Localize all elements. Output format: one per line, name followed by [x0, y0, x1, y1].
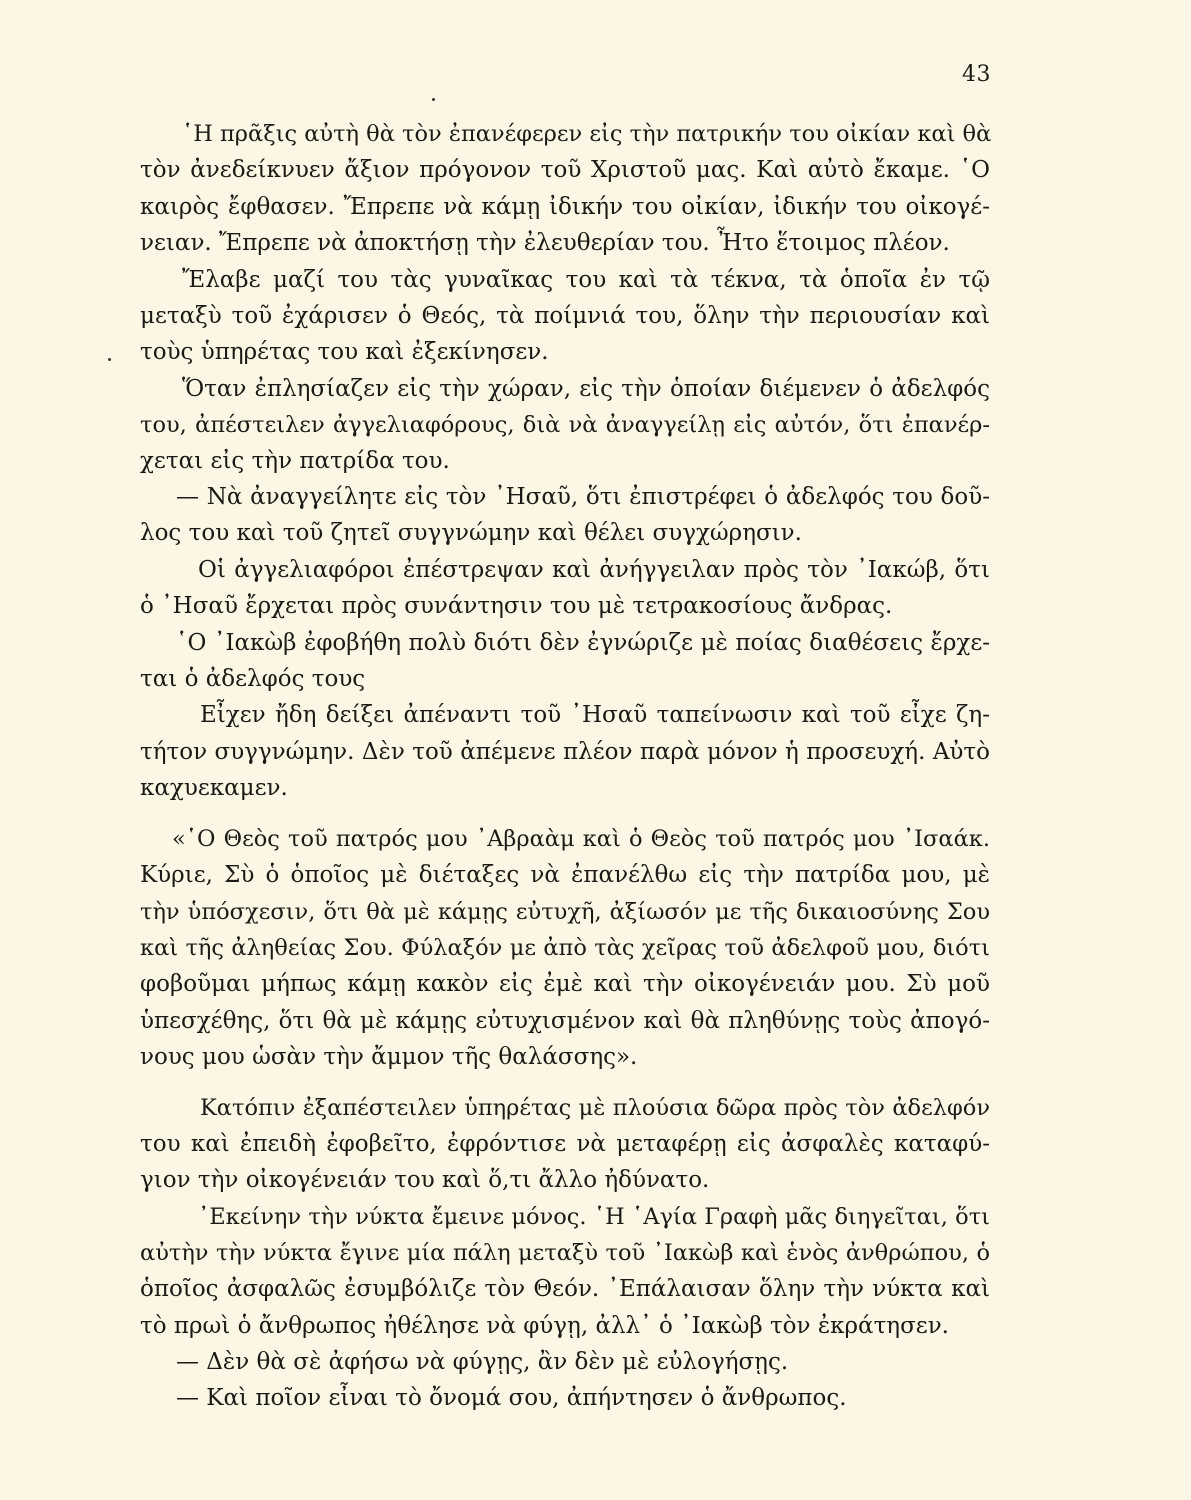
text-line: φοβοῦμαι μήπως κάμῃ κακὸν εἰς ἐμὲ καὶ τὴν οἰκογένειάν μου. Σὺ μοῦ	[140, 971, 990, 997]
text-line: καχυεκαμεν.	[140, 775, 288, 801]
text-line: τὸν ἀνεδείκνυεν ἄξιον πρόγονον τοῦ Χριστοῦ μας. Καὶ αὐτὸ ἔκαμε. ῾Ο	[140, 157, 990, 183]
text-line: Ὅταν ἐπλησίαζεν εἰς τὴν χώραν, εἰς τὴν ὁποίαν διέμενεν ὁ ἀδελφός	[182, 376, 990, 402]
text-line: αὐτὴν τὴν νύκτα ἔγινε μία πάλη μεταξὺ τοῦ ᾿Ιακὼβ καὶ ἑνὸς ἀνθρώπου, ὁ	[140, 1240, 990, 1266]
text-line: τὴν ὑπόσχεσιν, ὅτι θὰ μὲ κάμῃς εὐτυχῆ, ἀξίωσόν με τῆς δικαιοσύνης Σου	[140, 899, 990, 925]
text-line: του καὶ ἐπειδὴ ἐφοβεῖτο, ἐφρόντισε νὰ μεταφέρῃ εἰς ἀσφαλὲς καταφύ-	[140, 1131, 990, 1157]
page-number: 43	[962, 62, 991, 87]
text-line: γιον τὴν οἰκογένειάν του καὶ ὅ,τι ἄλλο ἠδύνατο.	[140, 1167, 710, 1193]
text-line: καιρὸς ἔφθασεν. Ἔπρεπε νὰ κάμῃ ἰδικήν του οἰκίαν, ἰδικήν του οἰκογέ-	[140, 194, 990, 220]
text-line: Κατόπιν ἐξαπέστειλεν ὑπηρέτας μὲ πλούσια δῶρα πρὸς τὸν ἀδελφόν	[200, 1095, 990, 1121]
text-line: «῾Ο Θεὸς τοῦ πατρός μου ᾿Αβραὰμ καὶ ὁ Θεὸς τοῦ πατρός μου ᾿Ισαάκ.	[172, 826, 990, 852]
text-line: Κύριε, Σὺ ὁ ὁποῖος μὲ διέταξες νὰ ἐπανέλθω εἰς τὴν πατρίδα μου, μὲ	[140, 862, 990, 888]
text-line: ᾿Εκείνην τὴν νύκτα ἔμεινε μόνος. ῾Η ῾Αγία Γραφὴ μᾶς διηγεῖται, ὅτι	[198, 1204, 990, 1230]
text-line: ὑπεσχέθης, ὅτι θὰ μὲ κάμῃς εὐτυχισμένον καὶ θὰ πληθύνῃς τοὺς ἀπογό-	[140, 1008, 990, 1034]
text-line: καὶ τῆς ἀληθείας Σου. Φύλαξόν με ἀπὸ τὰς χεῖρας τοῦ ἀδελφοῦ μου, διότι	[140, 935, 990, 961]
text-line: ῾Ο ᾿Ιακὼβ ἐφοβήθη πολὺ διότι δὲν ἐγνώριζε μὲ ποίας διαθέσεις ἔρχε-	[176, 630, 990, 656]
text-line: ῾Η πρᾶξις αὐτὴ θὰ τὸν ἐπανέφερεν εἰς τὴν πατρικήν του οἰκίαν καὶ θὰ	[182, 121, 992, 147]
text-line: τὸ πρωὶ ὁ ἄνθρωπος ἠθέλησε νὰ φύγῃ, ἀλλ᾿ ὁ ᾿Ιακὼβ τὸν ἐκράτησεν.	[140, 1313, 949, 1339]
text-line: Οἱ ἀγγελιαφόροι ἐπέστρεψαν καὶ ἀνήγγειλαν πρὸς τὸν ᾿Ιακώβ, ὅτι	[198, 557, 990, 583]
text-line: νειαν. Ἔπρεπε νὰ ἀποκτήσῃ τὴν ἐλευθερίαν του. Ἦτο ἕτοιμος πλέον.	[140, 230, 950, 256]
text-line: Εἶχεν ἤδη δείξει ἀπέναντι τοῦ ᾿Ησαῦ ταπείνωσιν καὶ τοῦ εἶχε ζη-	[200, 702, 990, 728]
text-line: ται ὁ ἀδελφός τους	[140, 666, 366, 692]
text-line: τήτον συγγνώμην. Δὲν τοῦ ἀπέμενε πλέον παρὰ μόνον ἡ προσευχή. Αὐτὸ	[140, 739, 990, 765]
text-line: νους μου ὡσὰν τὴν ἄμμον τῆς θαλάσσης».	[140, 1044, 638, 1070]
text-line: του, ἀπέστειλεν ἀγγελιαφόρους, διὰ νὰ ἀναγγείλῃ εἰς αὐτόν, ὅτι ἐπανέρ-	[140, 412, 990, 438]
text-line: — Νὰ ἀναγγείλητε εἰς τὸν ᾿Ησαῦ, ὅτι ἐπιστρέφει ὁ ἀδελφός του δοῦ-	[176, 484, 990, 510]
text-line: χεται εἰς τὴν πατρίδα του.	[140, 448, 450, 474]
text-line: — Δὲν θὰ σὲ ἀφήσω νὰ φύγῃς, ἂν δὲν μὲ εὐλογήσῃς.	[176, 1349, 789, 1375]
text-line: ὁ ᾿Ησαῦ ἔρχεται πρὸς συνάντησιν του μὲ τετρακοσίους ἄνδρας.	[140, 593, 893, 619]
text-line: — Καὶ ποῖον εἶναι τὸ ὄνομά σου, ἀπήντησεν ὁ ἄνθρωπος.	[176, 1385, 847, 1411]
text-line: ὁποῖος ἀσφαλῶς ἐσυμβόλιζε τὸν Θεόν. ᾿Επάλαισαν ὅλην τὴν νύκτα καὶ	[140, 1276, 990, 1302]
text-line: τοὺς ὑπηρέτας του καὶ ἐξεκίνησεν.	[140, 339, 549, 365]
text-line: Ἔλαβε μαζί του τὰς γυναῖκας του καὶ τὰ τέκνα, τὰ ὁποῖα ἐν τῷ	[182, 267, 990, 293]
text-line: λος του καὶ τοῦ ζητεῖ συγγνώμην καὶ θέλει συγχώρησιν.	[140, 520, 802, 546]
ink-speck	[432, 98, 435, 101]
text-line: μεταξὺ τοῦ ἐχάρισεν ὁ Θεός, τὰ ποίμνιά του, ὅλην τὴν περιουσίαν καὶ	[140, 303, 990, 329]
ink-speck	[108, 358, 111, 361]
